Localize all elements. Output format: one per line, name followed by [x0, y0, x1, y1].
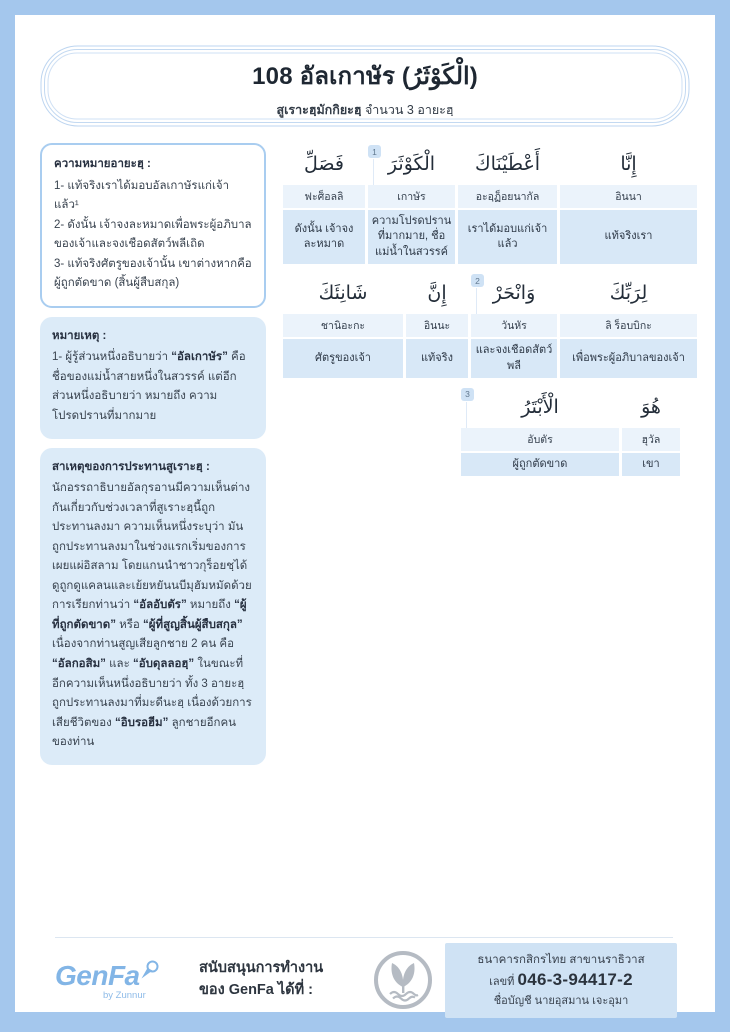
- arabic-word: إِنَّا: [620, 153, 637, 175]
- word-cell: [622, 386, 680, 476]
- arabic-word: فَصَلِّ: [304, 153, 344, 175]
- thai-translation: แท้จริงเรา: [560, 210, 697, 264]
- transliteration: อับตัร: [461, 428, 619, 451]
- word-row: [283, 272, 697, 378]
- meaning-line-2: 2- ดังนั้น เจ้าจงละหมาดเพื่อพระผู้อภิบาลของเจ้าและจงเชือดสัตว์พลีเถิด: [54, 218, 252, 251]
- thai-translation: เขา: [622, 453, 680, 476]
- meaning-line-1: 1- แท้จริงเราได้มอบอัลเกาษัรแก่เจ้าแล้ว¹: [54, 179, 230, 212]
- header: [40, 45, 690, 127]
- ayah-number-badge: 2: [471, 274, 484, 287]
- thai-translation: ผู้ถูกตัดขาด: [461, 453, 619, 476]
- transliteration: อินนา: [560, 185, 697, 208]
- meaning-line-3: 3- แท้จริงศัตรูของเจ้านั้น เขาต่างหากคือผู้ถูกตัดขาด (สิ้นผู้สืบสกุล): [54, 257, 252, 290]
- transliteration: อินนะ: [406, 314, 468, 337]
- arabic-word: هُوَ: [641, 395, 661, 418]
- transliteration: เกาษัร: [368, 185, 455, 208]
- word-cell: [283, 143, 365, 264]
- transliteration: อะอฺฏ็อยนากัล: [458, 185, 557, 208]
- word-row: [283, 143, 697, 264]
- support-text: [199, 958, 323, 1002]
- support-line-1: สนับสนุนการทำงาน: [199, 960, 324, 977]
- footer-divider: [55, 937, 673, 938]
- bank-info-box: [445, 943, 677, 1018]
- thai-translation: ศัตรูของเจ้า: [283, 339, 403, 378]
- word-cell: [461, 386, 619, 476]
- support-line-2: ของ GenFa ได้ที่ :: [199, 982, 314, 998]
- word-row: [283, 386, 697, 476]
- arabic-word: شَانِئَكَ: [318, 282, 368, 305]
- arabic-word: وَانْحَرْ: [492, 282, 536, 305]
- thai-translation: ดังนั้น เจ้าจงละหมาด: [283, 210, 365, 264]
- note-box-title: หมายเหตุ :: [52, 329, 107, 342]
- surah-type: สูเราะฮฺมักกิยะฮฺ: [276, 103, 365, 117]
- bank-logo: [373, 950, 433, 1010]
- bank-account-number-row: [453, 970, 669, 990]
- word-cell: [283, 272, 403, 378]
- revelation-box-body: นักอรรถาธิบายอัลกุรอานมีความเห็นต่างกันเกี่ยวกับช่วงเวลาที่สูเราะฮฺนี้ถูกประทานลงมา ความเห็นหนึ่งระบุว่า มันถูกประทานลงมาในช่วงแรกเริ่มของการเผยแผ่อิสลาม โดยแกนนำชาวกุร็อยชฺได้ดูถูกดูแคลนและเย้ยหยันนบีมุฮัมหมัดด้วยการเรียกท่านว่า “อัลอับตัร” หมายถึง “ผู้ที่ถูกตัดขาด” หรือ “ผู้ที่สูญสิ้นผู้สืบสกุล” เนื่องจากท่านสูญเสียลูกชาย 2 คน คือ “อัลกอสิม” และ “อับดุลลอฮฺ” ในขณะที่อีกความเห็นหนึ่งอธิบายว่า ทั้ง 3 อายะฮฺถูกประทานลงมาที่มะดีนะฮฺ เนื่องด้วยการเสียชีวิตของ “อิบรอฮีม” ลูกชายอีกคนของท่าน: [52, 482, 252, 749]
- arabic-word: الْكَوْثَرَ: [387, 153, 436, 175]
- meaning-box: [40, 143, 266, 308]
- genfa-logo-text: GenFa: [55, 959, 140, 991]
- arabic-word: لِرَبِّكَ: [609, 282, 648, 305]
- rice-sprout-icon: [373, 950, 433, 1010]
- thai-translation: และจงเชือดสัตว์พลี: [471, 339, 557, 378]
- thai-translation: ความโปรดปรานที่มากมาย, ชื่อแม่น้ำในสวรรค์: [368, 210, 455, 264]
- word-cell: [406, 272, 468, 378]
- ayah-count: จำนวน 3 อายะฮฺ: [364, 103, 454, 117]
- account-number: 046-3-94417-2: [517, 969, 633, 989]
- ayah-number-badge: 3: [461, 388, 474, 401]
- footer: [55, 948, 677, 1012]
- genfa-logo: [55, 960, 183, 1001]
- word-cell: [368, 143, 455, 264]
- paper-plane-icon: [140, 960, 160, 980]
- transliteration: ลิ ร็อบบิกะ: [560, 314, 697, 337]
- genfa-logo-tagline: by Zunnur: [103, 989, 146, 1001]
- transliteration: ชานิอะกะ: [283, 314, 403, 337]
- poster-page: [15, 15, 715, 1012]
- thai-translation: เราได้มอบแก่เจ้าแล้ว: [458, 210, 557, 264]
- revelation-box-title: สาเหตุของการประทานสูเราะฮฺ :: [52, 460, 210, 473]
- genfa-logo-row: [55, 960, 183, 992]
- header-text: [40, 45, 690, 127]
- thai-translation: เพื่อพระผู้อภิบาลของเจ้า: [560, 339, 697, 378]
- word-table: [283, 143, 697, 484]
- revelation-box: [40, 448, 266, 765]
- thai-translation: แท้จริง: [406, 339, 468, 378]
- account-holder: ชื่อบัญชี นายอุสมาน เจะอุมา: [493, 994, 629, 1007]
- transliteration: ฮุวัล: [622, 428, 680, 451]
- arabic-word: أَعْطَيْنَاكَ: [474, 153, 541, 175]
- note-box-body: 1- ผู้รู้ส่วนหนึ่งอธิบายว่า “อัลเกาษัร” คือชื่อของแม่น้ำสายหนึ่งในสวรรค์ แต่อีกส่วนหนึ่งอธิบายว่า หมายถึง ความโปรดปรานที่มากมาย: [52, 351, 246, 423]
- account-number-label: เลขที่: [489, 975, 518, 988]
- sidebar: [40, 143, 266, 774]
- arabic-word: إِنَّ: [427, 282, 447, 305]
- transliteration: วันหัร: [471, 314, 557, 337]
- word-cell: [560, 272, 697, 378]
- surah-title: 108 อัลเกาษัร (الْكَوْثَرُ): [252, 63, 478, 90]
- word-cell: [458, 143, 557, 264]
- surah-subtitle: [276, 100, 453, 120]
- transliteration: ฟะศ็อลลิ: [283, 185, 365, 208]
- bank-name: ธนาคารกสิกรไทย สาขานราธิวาส: [477, 953, 645, 966]
- word-cell: [560, 143, 697, 264]
- meaning-box-title: ความหมายอายะฮฺ :: [54, 158, 151, 170]
- note-box: [40, 317, 266, 439]
- word-cell: [471, 272, 557, 378]
- ayah-number-badge: 1: [368, 145, 381, 158]
- arabic-word: الْأَبْتَرُ: [521, 395, 559, 418]
